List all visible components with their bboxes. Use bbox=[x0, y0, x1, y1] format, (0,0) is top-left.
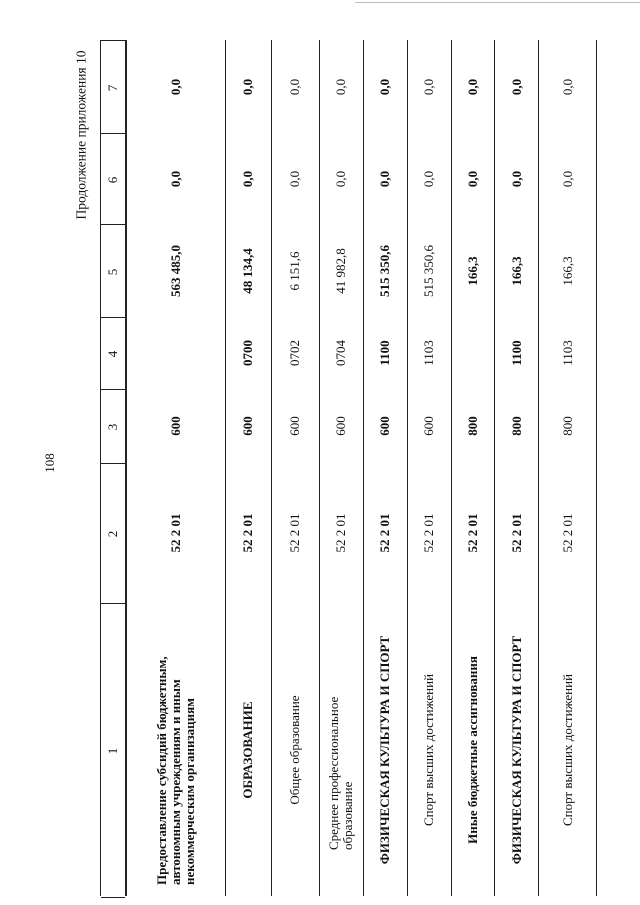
cell-program-code-text: 52 2 01 bbox=[333, 513, 349, 553]
cell-col-7-text: 0,0 bbox=[168, 78, 184, 95]
cell-expense-type bbox=[452, 389, 495, 463]
cell-expense-type bbox=[127, 389, 225, 463]
cell-section-code-text: 0700 bbox=[240, 340, 256, 366]
cell-expense-type-text: 600 bbox=[287, 416, 303, 436]
cell-program-code-text: 52 2 01 bbox=[508, 513, 524, 553]
cell-name bbox=[408, 603, 451, 896]
cell-col-5-text: 515 350,6 bbox=[421, 244, 437, 297]
cell-col-7 bbox=[272, 40, 319, 133]
cell-name-text: Общее образование bbox=[287, 694, 303, 805]
cell-name bbox=[226, 603, 271, 896]
cell-col-6-text: 0,0 bbox=[287, 170, 303, 187]
cell-col-6 bbox=[539, 133, 596, 224]
cell-col-7-text: 0,0 bbox=[421, 78, 437, 95]
cell-col-6-text: 0,0 bbox=[333, 170, 349, 187]
cell-expense-type bbox=[364, 389, 407, 463]
cell-name-text: Спорт высших достижений bbox=[559, 673, 575, 826]
cell-program-code bbox=[320, 463, 363, 603]
cell-col-7 bbox=[539, 40, 596, 133]
cell-col-7 bbox=[320, 40, 363, 133]
cell-expense-type-text: 600 bbox=[377, 416, 393, 436]
cell-col-5 bbox=[320, 224, 363, 317]
cell-expense-type bbox=[272, 389, 319, 463]
cell-expense-type-text: 600 bbox=[240, 416, 256, 436]
cell-program-code-text: 52 2 01 bbox=[377, 513, 393, 553]
cell-section-code bbox=[408, 317, 451, 389]
cell-program-code-text: 52 2 01 bbox=[287, 513, 303, 553]
cell-section-code bbox=[364, 317, 407, 389]
cell-name-text: ФИЗИЧЕСКАЯ КУЛЬТУРА И СПОРТ bbox=[377, 635, 393, 864]
cell-col-5-text: 166,3 bbox=[508, 255, 524, 286]
cell-col-6 bbox=[364, 133, 407, 224]
cell-col-6 bbox=[272, 133, 319, 224]
cell-col-7-text: 0,0 bbox=[508, 78, 524, 95]
cell-col-6 bbox=[408, 133, 451, 224]
cell-program-code-text: 52 2 01 bbox=[559, 513, 575, 553]
cell-col-7-text: 0,0 bbox=[287, 78, 303, 95]
cell-section-code bbox=[452, 317, 495, 389]
cell-name bbox=[127, 603, 225, 896]
cell-program-code bbox=[364, 463, 407, 603]
cell-col-7 bbox=[127, 40, 225, 133]
table-row bbox=[363, 40, 407, 896]
cell-expense-type bbox=[495, 389, 538, 463]
page-caption: Продолжение приложения 10 bbox=[74, 50, 89, 220]
cell-col-5 bbox=[452, 224, 495, 317]
table-row bbox=[407, 40, 451, 896]
cell-col-5-text: 48 134,4 bbox=[240, 247, 256, 294]
cell-name-text: Предоставление субсидий бюджетным, автономным учреждениям и иным некоммерческим организациям bbox=[154, 655, 198, 885]
cell-col-7 bbox=[495, 40, 538, 133]
cell-section-code-text: 1100 bbox=[508, 340, 524, 366]
cell-expense-type bbox=[408, 389, 451, 463]
cell-col-6 bbox=[495, 133, 538, 224]
header-col-1: 1 bbox=[101, 603, 125, 898]
cell-expense-type-text: 800 bbox=[559, 416, 575, 436]
cell-program-code bbox=[272, 463, 319, 603]
cell-expense-type-text: 800 bbox=[464, 416, 480, 436]
cell-section-code bbox=[539, 317, 596, 389]
cell-name-text: ФИЗИЧЕСКАЯ КУЛЬТУРА И СПОРТ bbox=[508, 635, 524, 864]
cell-col-5-text: 166,3 bbox=[559, 255, 575, 286]
cell-col-5 bbox=[272, 224, 319, 317]
cell-col-6 bbox=[320, 133, 363, 224]
cell-program-code-text: 52 2 01 bbox=[421, 513, 437, 553]
table-row bbox=[494, 40, 538, 896]
cell-col-6-text: 0,0 bbox=[559, 170, 575, 187]
cell-col-5-text: 166,3 bbox=[464, 255, 480, 286]
cell-name bbox=[452, 603, 495, 896]
cell-col-5-text: 515 350,6 bbox=[377, 244, 393, 297]
cell-expense-type bbox=[539, 389, 596, 463]
cell-col-6-text: 0,0 bbox=[464, 170, 480, 187]
cell-col-6-text: 0,0 bbox=[421, 170, 437, 187]
header-col-7: 7 bbox=[101, 40, 125, 134]
cell-col-7 bbox=[452, 40, 495, 133]
cell-col-7-text: 0,0 bbox=[559, 78, 575, 95]
cell-section-code bbox=[272, 317, 319, 389]
cell-program-code bbox=[127, 463, 225, 603]
cell-section-code-text: 1103 bbox=[421, 340, 437, 366]
table-row bbox=[271, 40, 319, 896]
cell-col-7-text: 0,0 bbox=[333, 78, 349, 95]
cell-program-code bbox=[539, 463, 596, 603]
table-row bbox=[538, 40, 597, 896]
cell-section-code bbox=[127, 317, 225, 389]
top-rule bbox=[355, 2, 640, 3]
cell-expense-type-text: 600 bbox=[421, 416, 437, 436]
cell-name bbox=[495, 603, 538, 896]
cell-expense-type-text: 800 bbox=[508, 416, 524, 436]
cell-expense-type bbox=[226, 389, 271, 463]
cell-section-code-text: 0702 bbox=[287, 340, 303, 366]
cell-program-code bbox=[495, 463, 538, 603]
cell-col-5 bbox=[226, 224, 271, 317]
cell-program-code bbox=[452, 463, 495, 603]
cell-section-code bbox=[495, 317, 538, 389]
cell-col-5 bbox=[539, 224, 596, 317]
budget-table bbox=[100, 40, 597, 896]
page-number: 108 bbox=[42, 453, 57, 473]
cell-col-7-text: 0,0 bbox=[377, 78, 393, 95]
cell-program-code-text: 52 2 01 bbox=[168, 513, 184, 553]
cell-col-7-text: 0,0 bbox=[240, 78, 256, 95]
cell-expense-type bbox=[320, 389, 363, 463]
header-col-4: 4 bbox=[101, 317, 125, 390]
cell-program-code-text: 52 2 01 bbox=[240, 513, 256, 553]
cell-col-6 bbox=[452, 133, 495, 224]
cell-section-code-text: 0704 bbox=[333, 340, 349, 366]
cell-col-5 bbox=[495, 224, 538, 317]
cell-name-text: ОБРАЗОВАНИЕ bbox=[240, 700, 256, 799]
table-row bbox=[451, 40, 495, 896]
cell-col-5 bbox=[408, 224, 451, 317]
cell-col-5 bbox=[127, 224, 225, 317]
cell-section-code bbox=[320, 317, 363, 389]
cell-name bbox=[539, 603, 596, 896]
cell-col-6-text: 0,0 bbox=[168, 170, 184, 187]
cell-col-5-text: 563 485,0 bbox=[168, 244, 184, 297]
header-col-5: 5 bbox=[101, 224, 125, 318]
cell-section-code-text: 1103 bbox=[559, 340, 575, 366]
cell-program-code-text: 52 2 01 bbox=[464, 513, 480, 553]
cell-col-5-text: 41 982,8 bbox=[333, 247, 349, 294]
cell-col-7-text: 0,0 bbox=[464, 78, 480, 95]
cell-col-6-text: 0,0 bbox=[508, 170, 524, 187]
table-header bbox=[100, 40, 126, 896]
header-col-3: 3 bbox=[101, 389, 125, 464]
cell-col-6 bbox=[127, 133, 225, 224]
cell-expense-type-text: 600 bbox=[333, 416, 349, 436]
table-row bbox=[225, 40, 271, 896]
cell-section-code-text: 1100 bbox=[377, 340, 393, 366]
cell-col-6-text: 0,0 bbox=[240, 170, 256, 187]
cell-expense-type-text: 600 bbox=[168, 416, 184, 436]
header-col-2: 2 bbox=[101, 463, 125, 604]
cell-col-5 bbox=[364, 224, 407, 317]
cell-col-7 bbox=[408, 40, 451, 133]
cell-program-code bbox=[226, 463, 271, 603]
cell-name-text: Иные бюджетные ассигнования bbox=[464, 655, 480, 844]
table-row bbox=[126, 40, 225, 896]
cell-name-text: Среднее профессиональное образование bbox=[326, 696, 356, 850]
cell-name-text: Спорт высших достижений bbox=[421, 673, 437, 826]
cell-col-7 bbox=[364, 40, 407, 133]
cell-col-5-text: 6 151,6 bbox=[287, 251, 303, 290]
cell-col-7 bbox=[226, 40, 271, 133]
table-row bbox=[319, 40, 363, 896]
cell-section-code bbox=[226, 317, 271, 389]
cell-name bbox=[320, 603, 363, 896]
cell-name bbox=[364, 603, 407, 896]
cell-col-6-text: 0,0 bbox=[377, 170, 393, 187]
cell-name bbox=[272, 603, 319, 896]
header-col-6: 6 bbox=[101, 133, 125, 225]
cell-col-6 bbox=[226, 133, 271, 224]
cell-program-code bbox=[408, 463, 451, 603]
